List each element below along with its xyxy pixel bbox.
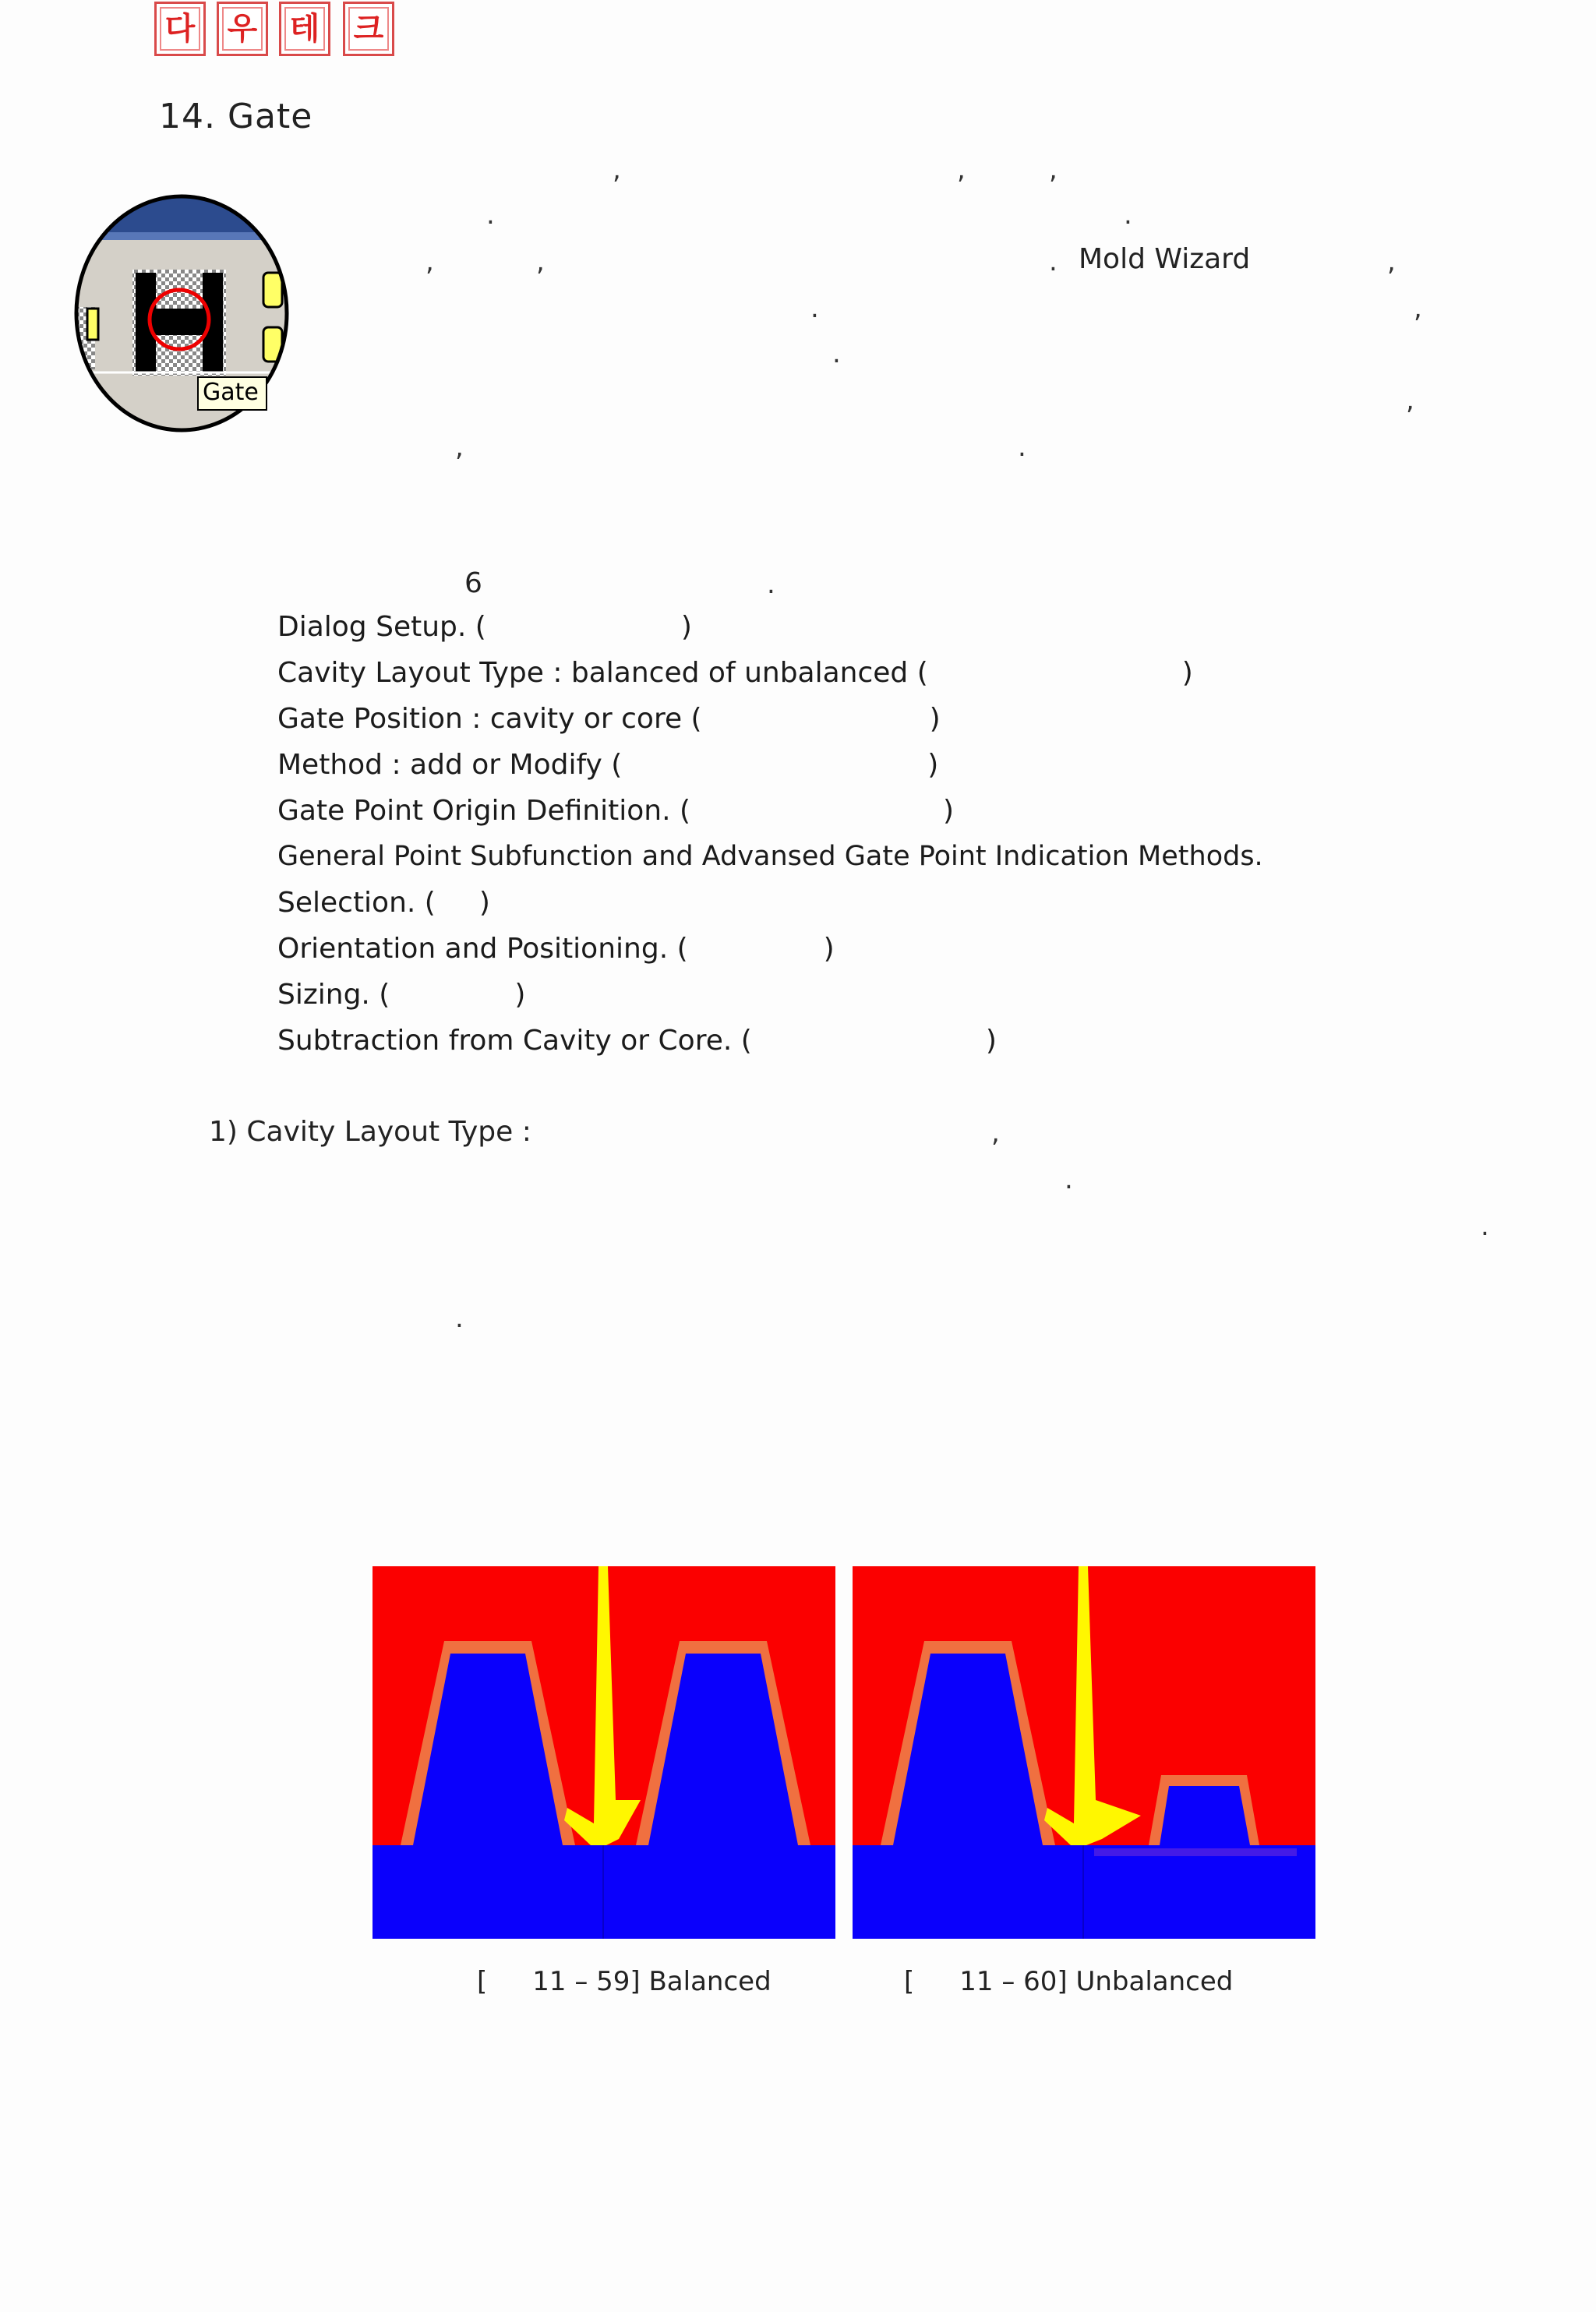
logo-char: 테 [279, 2, 330, 56]
gate-tooltip: Gate [203, 379, 259, 406]
punctuation: , [1387, 246, 1396, 277]
list-item: Sizing. ( ) [277, 979, 526, 1011]
punctuation: , [1049, 154, 1058, 185]
punctuation: , [991, 1117, 1000, 1149]
punctuation: . [486, 199, 495, 231]
list-item: General Point Subfunction and Advansed Gate Point Indication Methods. [277, 841, 1263, 872]
section-title: 14. Gate [159, 97, 313, 136]
list-item: Orientation and Positioning. ( ) [277, 933, 835, 965]
punctuation: , [455, 432, 464, 463]
list-item: Selection. ( ) [277, 887, 490, 919]
punctuation: . [1049, 246, 1058, 277]
punctuation: . [1481, 1211, 1489, 1242]
punctuation: , [613, 154, 621, 185]
figure-balanced [373, 1566, 835, 1939]
figure-unbalanced [853, 1566, 1315, 1939]
punctuation: , [957, 154, 966, 185]
figure-caption-balanced: [ 11 – 59] Balanced [477, 1966, 772, 1997]
punctuation: , [536, 246, 545, 277]
punctuation: . [455, 1303, 464, 1334]
punctuation: . [1065, 1164, 1073, 1195]
punctuation: . [810, 293, 819, 324]
punctuation: . [1124, 199, 1132, 231]
logo-char: 다 [154, 2, 206, 56]
punctuation: . [832, 338, 841, 369]
punctuation: , [1406, 385, 1414, 416]
logo-char: 크 [343, 2, 394, 56]
gate-toolbar-icon[interactable] [72, 192, 291, 435]
punctuation: . [767, 569, 775, 600]
figure-caption-unbalanced: [ 11 – 60] Unbalanced [904, 1966, 1234, 1997]
logo-char: 우 [217, 2, 268, 56]
list-item: Gate Position : cavity or core ( ) [277, 703, 941, 735]
punctuation: . [1018, 432, 1026, 463]
punctuation: , [425, 246, 434, 277]
punctuation: , [1414, 293, 1422, 324]
mold-wizard-text: Mold Wizard [1079, 243, 1251, 275]
list-item: Dialog Setup. ( ) [277, 611, 692, 643]
subsection-heading: 1) Cavity Layout Type : [209, 1116, 531, 1148]
list-item: Subtraction from Cavity or Core. ( ) [277, 1025, 997, 1057]
list-item: Method : add or Modify ( ) [277, 749, 939, 781]
count-six: 6 [464, 567, 482, 599]
list-item: Gate Point Origin Definition. ( ) [277, 795, 955, 827]
list-item: Cavity Layout Type : balanced of unbalanced ( ) [277, 657, 1193, 689]
